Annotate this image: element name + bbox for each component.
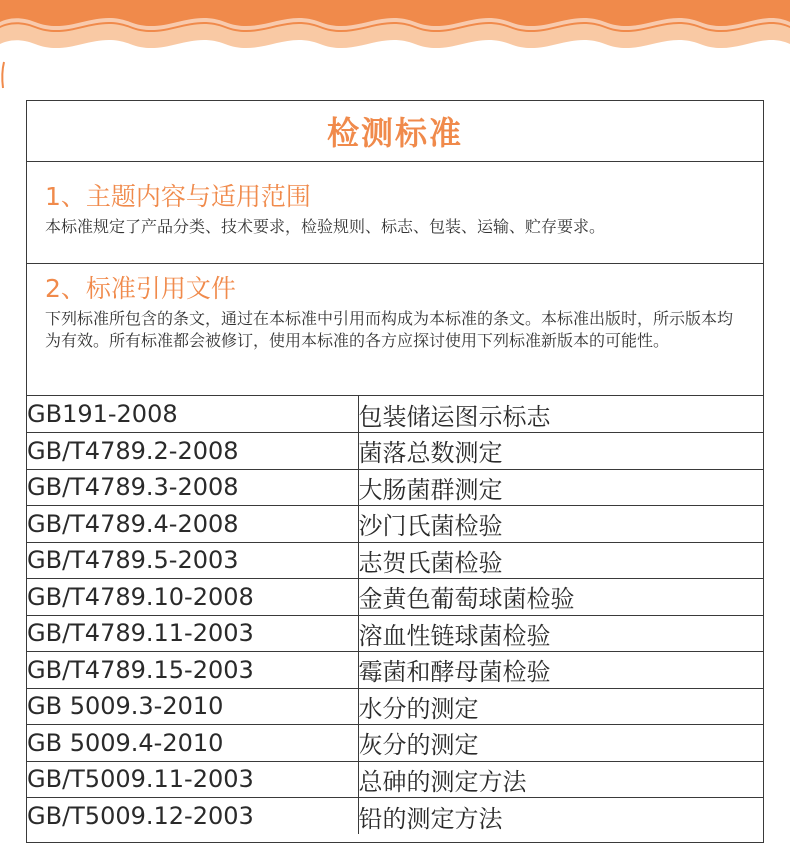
standard-code: GB 5009.4-2010: [27, 725, 358, 762]
standard-code: GB/T4789.4-2008: [27, 506, 358, 543]
section-references-body: 下列标准所包含的条文，通过在本标准中引用而构成为本标准的条文。本标准出版时，所示版本均为有效。所有标准都会被修订，使用本标准的各方应探讨使用下列标准新版本的可能性。: [45, 309, 734, 350]
section-scope-heading: 1、主题内容与适用范围: [45, 182, 311, 211]
standard-code: GB/T5009.12-2003: [27, 798, 358, 835]
standard-code: GB/T4789.2-2008: [27, 433, 358, 470]
standard-name: 铅的测定方法: [358, 804, 503, 833]
standard-code: GB/T4789.3-2008: [27, 469, 358, 506]
page-title: 检测标准: [326, 114, 463, 152]
table-row: [27, 469, 763, 506]
decorative-wave-banner: [0, 0, 790, 90]
table-row: [27, 615, 763, 652]
standard-code: GB/T4789.5-2003: [27, 542, 358, 579]
standard-code: GB/T5009.11-2003: [27, 761, 358, 798]
standard-code: GB/T4789.10-2008: [27, 579, 358, 616]
standard-name: 总砷的测定方法: [358, 761, 763, 798]
table-row: [27, 433, 763, 470]
table-row: [27, 798, 763, 835]
standard-code: GB 5009.3-2010: [27, 688, 358, 725]
standard-name: 包装储运图示标志: [358, 396, 763, 433]
section-scope: [27, 162, 763, 264]
standard-name: 大肠菌群测定: [358, 469, 763, 506]
standard-name: 菌落总数测定: [358, 433, 763, 470]
table-row: [27, 725, 763, 762]
standards-table-body: [27, 396, 763, 834]
table-row: [27, 396, 763, 433]
standard-name: 志贺氏菌检验: [358, 542, 763, 579]
section-references-heading: 2、标准引用文件: [45, 274, 236, 303]
standard-name: 霉菌和酵母菌检验: [358, 652, 763, 689]
standards-document-frame: [26, 100, 764, 843]
standard-code: GB191-2008: [27, 396, 358, 433]
standard-code: GB/T4789.11-2003: [27, 615, 358, 652]
section-scope-body: 本标准规定了产品分类、技术要求，检验规则、标志、包装、运输、贮存要求。: [45, 217, 606, 236]
standards-table: [27, 396, 763, 834]
standard-code: GB/T4789.15-2003: [27, 652, 358, 689]
standard-name: 溶血性链球菌检验: [358, 615, 763, 652]
standard-name: 沙门氏菌检验: [358, 506, 763, 543]
table-row: [27, 579, 763, 616]
table-row: [27, 506, 763, 543]
table-row: [27, 688, 763, 725]
standard-name: 灰分的测定: [358, 725, 763, 762]
standard-name: 金黄色葡萄球菌检验: [358, 579, 763, 616]
table-row: [27, 652, 763, 689]
section-references: [27, 264, 763, 396]
wave-left-curl: [2, 62, 4, 88]
standard-name: 水分的测定: [358, 688, 763, 725]
table-row: [27, 542, 763, 579]
table-row: [27, 761, 763, 798]
title-bar: [27, 101, 763, 162]
